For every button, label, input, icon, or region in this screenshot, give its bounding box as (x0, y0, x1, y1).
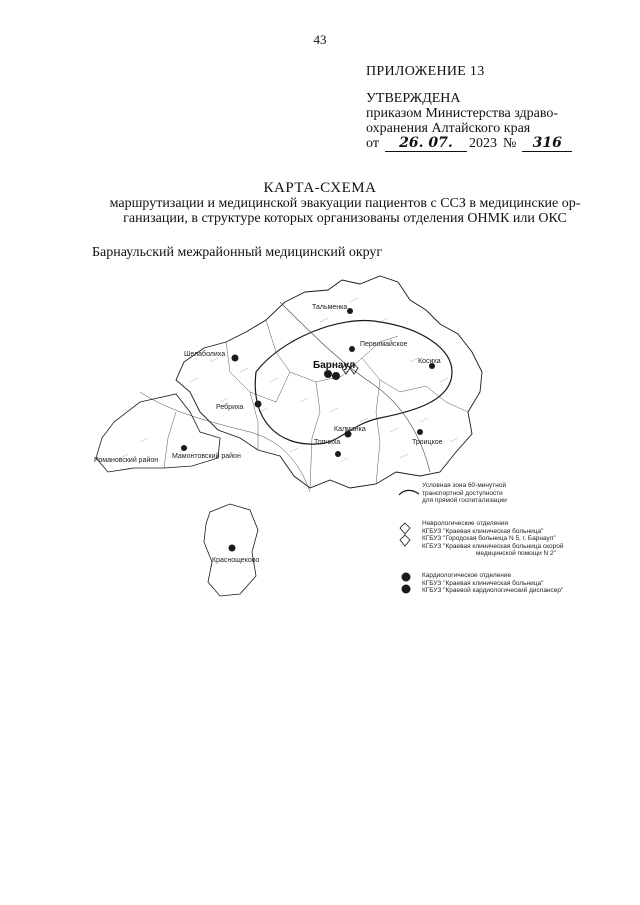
page-number: 43 (313, 32, 327, 47)
date-prefix: от (366, 136, 379, 151)
handwritten-number: 316 (522, 136, 572, 152)
legend-neuro-1: КГБУЗ "Краевая клиническая больница" (422, 527, 544, 535)
marker-talmenka (347, 308, 353, 314)
legend-zone-line-2: транспортной доступности (422, 489, 503, 497)
legend-cardio-1: КГБУЗ "Краевая клиническая больница" (422, 579, 544, 587)
label-troitskoe: Троицкое (412, 439, 443, 446)
order-line-1: приказом Министерства здраво- (366, 106, 559, 121)
label-pervomayskoe: Первомайское (360, 341, 408, 348)
marker-mamontovsky (181, 445, 187, 451)
marker-shelabolikha (232, 355, 239, 362)
appendix-label: ПРИЛОЖЕНИЕ 13 (366, 64, 485, 79)
legend-cardio (396, 572, 596, 595)
approved-label: УТВЕРЖДЕНА (366, 91, 461, 106)
label-kalmanka: Калманка (334, 426, 366, 433)
map-svg (80, 262, 600, 622)
label-krasnoshchekovo: Краснощеково (212, 557, 260, 564)
legend-neuro-3b: медицинской помощи N 2" (476, 550, 556, 557)
heading-subtitle: маршрутизации и медицинской эвакуации пациентов с ССЗ в медицинские ор-ганизации, в структуре которых организованы отделения ОНМК или ОКС (109, 196, 581, 226)
legend-cardio-2: КГБУЗ "Краевой кардиологический диспансер" (422, 587, 564, 594)
marker-krasnoshchekovo (229, 545, 236, 552)
label-talmenka: Тальменка (312, 304, 348, 311)
inner-boundaries (226, 320, 468, 488)
hospital-heart-icon (324, 370, 332, 378)
label-kosikha: Косиха (418, 358, 441, 365)
number-sign: № (502, 136, 517, 151)
zone-line-icon (398, 488, 420, 498)
legend-neuro (396, 520, 596, 558)
label-romanovsky: Романовский район (94, 457, 159, 464)
year: 2023 (468, 136, 497, 151)
legend-cardio-title: Кардиологическое отделение (422, 572, 512, 579)
legend-zone-line-3: для прямой госпитализации (422, 497, 507, 504)
legend-zone (396, 482, 592, 505)
marker-troitskoe (417, 429, 423, 435)
marker-pervomayskoe (349, 346, 355, 352)
document-heading (0, 180, 640, 226)
marker-rebrikha (255, 401, 262, 408)
district-title: Барнаульский межрайонный медицинский округ (92, 245, 383, 260)
heading-title: КАРТА-СХЕМА (263, 180, 377, 196)
legend-neuro-3: КГБУЗ "Краевая клиническая больница скорой (422, 542, 564, 550)
legend-neuro-title: Неврологические отделения (422, 520, 509, 527)
marker-topchikha (335, 451, 341, 457)
legend-zone-line-1: Условная зона 60-минутной (422, 482, 507, 489)
label-barnaul: Барнаул (313, 360, 356, 371)
label-topchikha: Топчиха (314, 439, 341, 446)
order-line-2: охранения Алтайского края (366, 121, 531, 136)
district-map (80, 262, 600, 622)
river (280, 302, 430, 472)
map-hatching (120, 298, 458, 462)
label-rebrikha: Ребриха (216, 404, 244, 411)
legend-neuro-2: КГБУЗ "Городская больница N 5, г. Барнаул" (422, 535, 556, 542)
handwritten-date: 26. 07. (385, 136, 467, 152)
order-date-line (366, 136, 628, 152)
neuro-hospital-icon (398, 522, 412, 548)
cardio-hospital-icon (400, 572, 412, 596)
label-mamontovsky: Мамонтовский район (172, 453, 241, 460)
approval-block (366, 64, 628, 152)
label-shelabolikha: Шелаболиха (184, 351, 226, 358)
hospital-heart-icon (332, 372, 340, 380)
